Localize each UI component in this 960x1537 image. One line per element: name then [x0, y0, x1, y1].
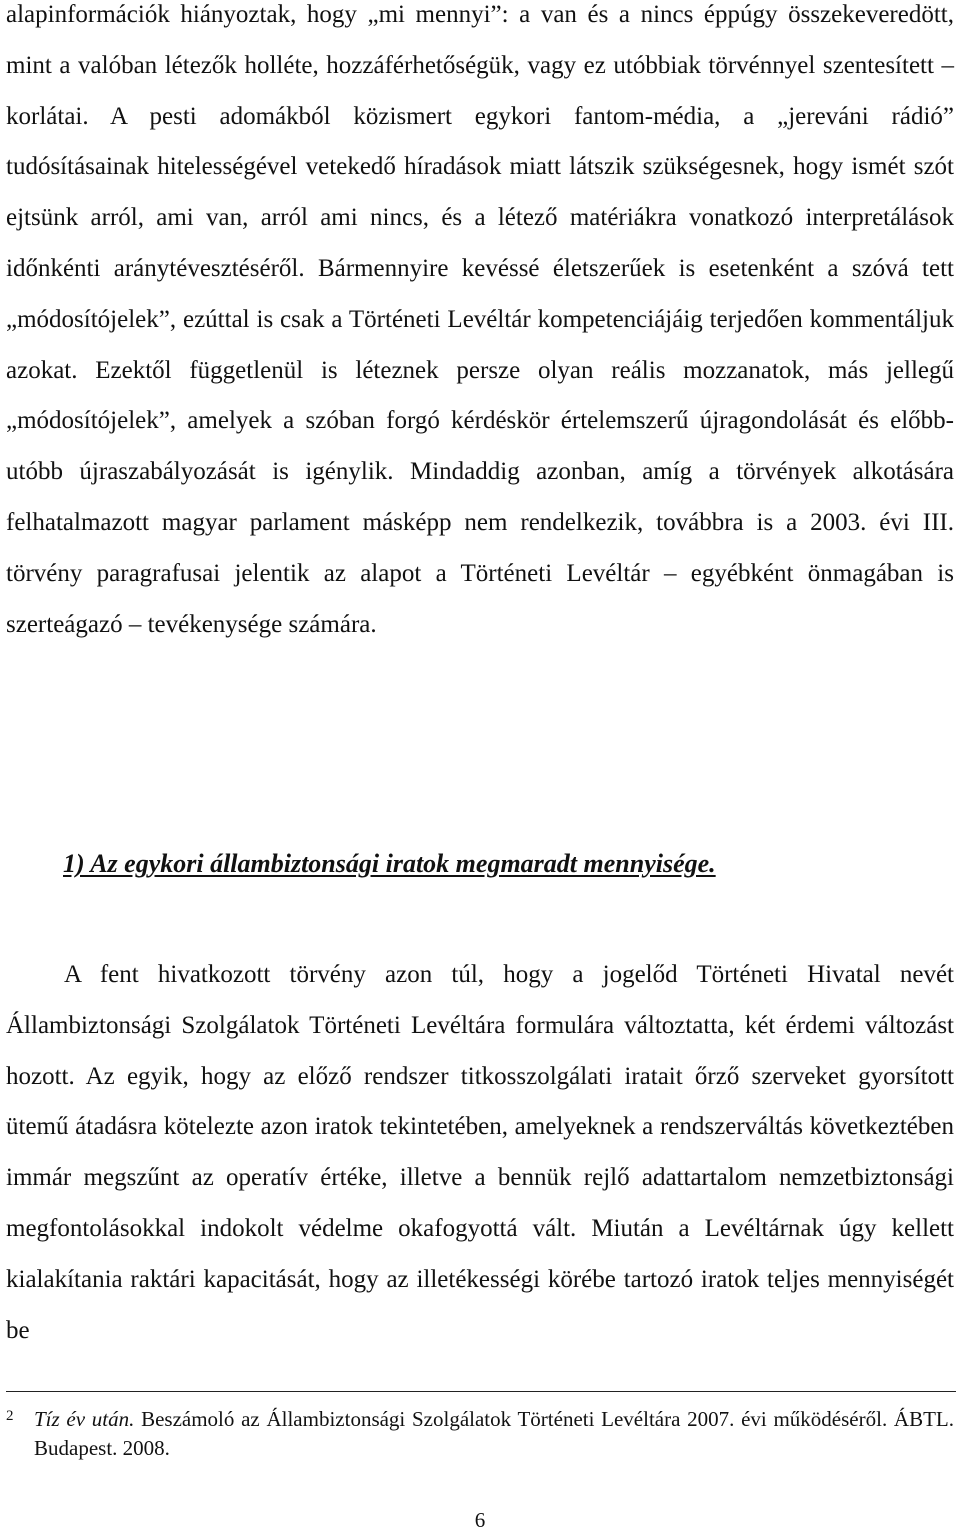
footnote-text: Beszámoló az Állambiztonsági Szolgálatok Történeti Levéltára 2007. évi működéséről. ÁBTL. Budapest. 2008.	[34, 1407, 954, 1460]
footnote-separator	[6, 1391, 956, 1392]
body-paragraph-2: A fent hivatkozott törvény azon túl, hogy a jogelőd Történeti Hivatal nevét Állambiztonsági Szolgálatok Történeti Levéltára formulára változtatta, két érdemi változást hozott. Az egyik, hogy az előző rendszer titkosszolgálati iratait őrző szerveket gyorsított ütemű átadásra kötelezte azon iratok tekintetében, amelyeknek a rendszerváltás következtében immár megszűnt az operatív értéke, illetve a bennük rejlő adattartalom nemzetbiztonsági megfontolásokkal indokolt védelme okafogyottá vált. Miután a Levéltárnak úgy kellett kialakítania raktári kapacitását, hogy az illetékességi körébe tartozó iratok teljes mennyiségét be	[6, 961, 954, 1344]
footnote-number: 2	[6, 1408, 14, 1424]
footnote-title: Tíz év után.	[34, 1407, 135, 1431]
footnote	[6, 1402, 954, 1463]
section-heading: 1) Az egykori állambiztonsági iratok megmaradt mennyisége.	[63, 849, 716, 878]
page-number: 6	[474, 1508, 486, 1532]
body-paragraph-1: alapinformációk hiányoztak, hogy „mi mennyi”: a van és a nincs éppúgy összekeveredött, mint a valóban létezők holléte, hozzáférhetőségük, vagy ez utóbbiak törvénnyel szentesített – korlátai. A pesti adomákból közismert egykori fantom-média, a „jereváni rádió” tudósításainak hitelességével vetekedő híradások miatt látszik szükségesnek, hogy ismét szót ejtsünk arról, ami van, arról ami nincs, és a létező matériákra vonatkozó interpretálások időnkénti aránytévesztéséről. Bármennyire kevéssé életszerűek is esetenként a szóvá tett „módosítójelek”, ezúttal is csak a Történeti Levéltár kompetenciájáig terjedően kommentáljuk azokat. Ezektől függetlenül is léteznek persze olyan reális mozzanatok, más jellegű „módosítójelek”, amelyek a szóban forgó kérdéskör értelemszerű újragondolását és előbb-utóbb újraszabályozását is igénylik. Mindaddig azonban, amíg a törvények alkotására felhatalmazott magyar parlament másképp nem rendelkezik, továbbra is a 2003. évi III. törvény paragrafusai jelentik az alapot a Történeti Levéltár – egyébként önmagában is szerteágazó – tevékenysége számára.	[6, 1, 954, 638]
